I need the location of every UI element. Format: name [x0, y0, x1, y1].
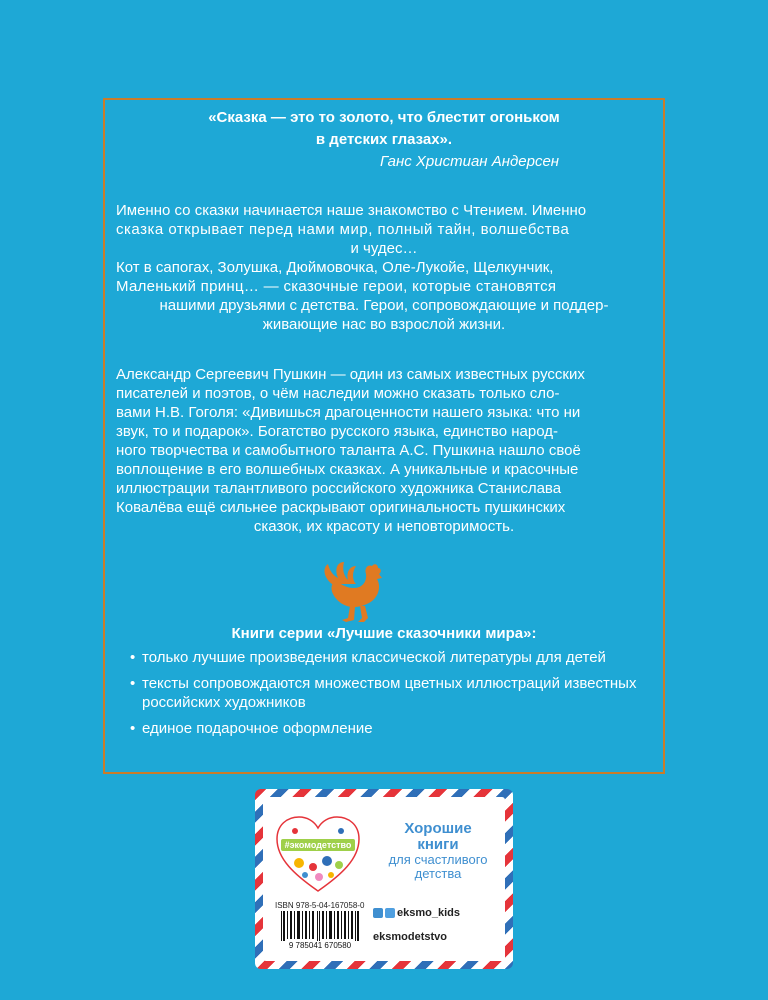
heart-logo-icon [275, 815, 361, 895]
intro-paragraph [116, 201, 652, 334]
text-line: нашими друзьями с детства. Герои, сопровождающие и поддер- [159, 297, 609, 314]
social-row-site [373, 931, 447, 943]
text-line: писателей и поэтов, о чём наследии можно сказать только сло- [116, 385, 560, 402]
epigraph [103, 107, 665, 151]
text-line: Именно со сказки начинается наше знакомство с Чтением. Именно [116, 202, 587, 219]
pushkin-paragraph [116, 365, 652, 536]
text-line: живающие нас во взрослой жизни. [262, 316, 506, 333]
social-handle: eksmodetstvo [373, 931, 447, 943]
tagline-line: для счастливого [388, 852, 488, 867]
list-item: • тексты сопровождаются множеством цветных иллюстраций известных российских художников [130, 674, 640, 712]
epigraph-line: «Сказка — это то золото, что блестит огоньком [208, 109, 560, 126]
text-line: Маленький принц… — сказочные герои, которые становятся [116, 278, 557, 295]
series-title: Книги серии «Лучшие сказочники мира»: [231, 625, 537, 642]
hashtag: #экомодетство [284, 840, 352, 850]
tagline-line: книги [417, 836, 459, 853]
epigraph-line: в детских глазах». [315, 131, 453, 148]
list-item: • единое подарочное оформление [130, 719, 640, 738]
rooster-icon [320, 562, 402, 634]
text-line: Ковалёва ещё сильнее раскрывают оригинальность пушкинских [116, 499, 566, 516]
barcode-digits: 9 785041 670580 [288, 941, 352, 949]
epigraph-author: Ганс Христиан Андерсен [380, 153, 560, 170]
card-body [263, 797, 505, 961]
text-line: воплощение в его волшебных сказках. А уникальные и красочные [116, 461, 579, 478]
tagline [373, 821, 503, 881]
text-line: ного творчества и самобытного таланта А.С. Пушкина нашло своё [116, 442, 581, 459]
text-line: сказок, их красоту и неповторимость. [253, 518, 515, 535]
vk-icon [373, 908, 383, 918]
isbn-label: ISBN 978-5-04-167058-0 [275, 901, 365, 910]
text-line: вами Н.В. Гоголя: «Дивишься драгоценности нашего языка: что ни [116, 404, 581, 421]
text-line: Александр Сергеевич Пушкин — один из самых известных русских [116, 366, 585, 383]
text-line: сказка открывает перед нами мир, полный тайн, волшебства [116, 221, 570, 238]
series-bullet-list [130, 648, 640, 745]
social-handle: eksmo_kids [397, 907, 460, 919]
barcode-icon [275, 911, 365, 949]
tagline-line: детства [414, 866, 462, 881]
social-row-vk [373, 907, 460, 919]
list-item: • только лучшие произведения классической литературы для детей [130, 648, 640, 667]
text-line: и чудес… [350, 240, 418, 257]
airmail-card [255, 789, 513, 969]
tagline-line: Хорошие [404, 820, 472, 837]
text-line: иллюстрации талантливого российского художника Станислава [116, 480, 562, 497]
text-line: Кот в сапогах, Золушка, Дюймовочка, Оле-Лукойе, Щелкунчик, [116, 259, 554, 276]
text-line: звук, то и подарок». Богатство русского языка, единство народ- [116, 423, 558, 440]
telegram-icon [385, 908, 395, 918]
